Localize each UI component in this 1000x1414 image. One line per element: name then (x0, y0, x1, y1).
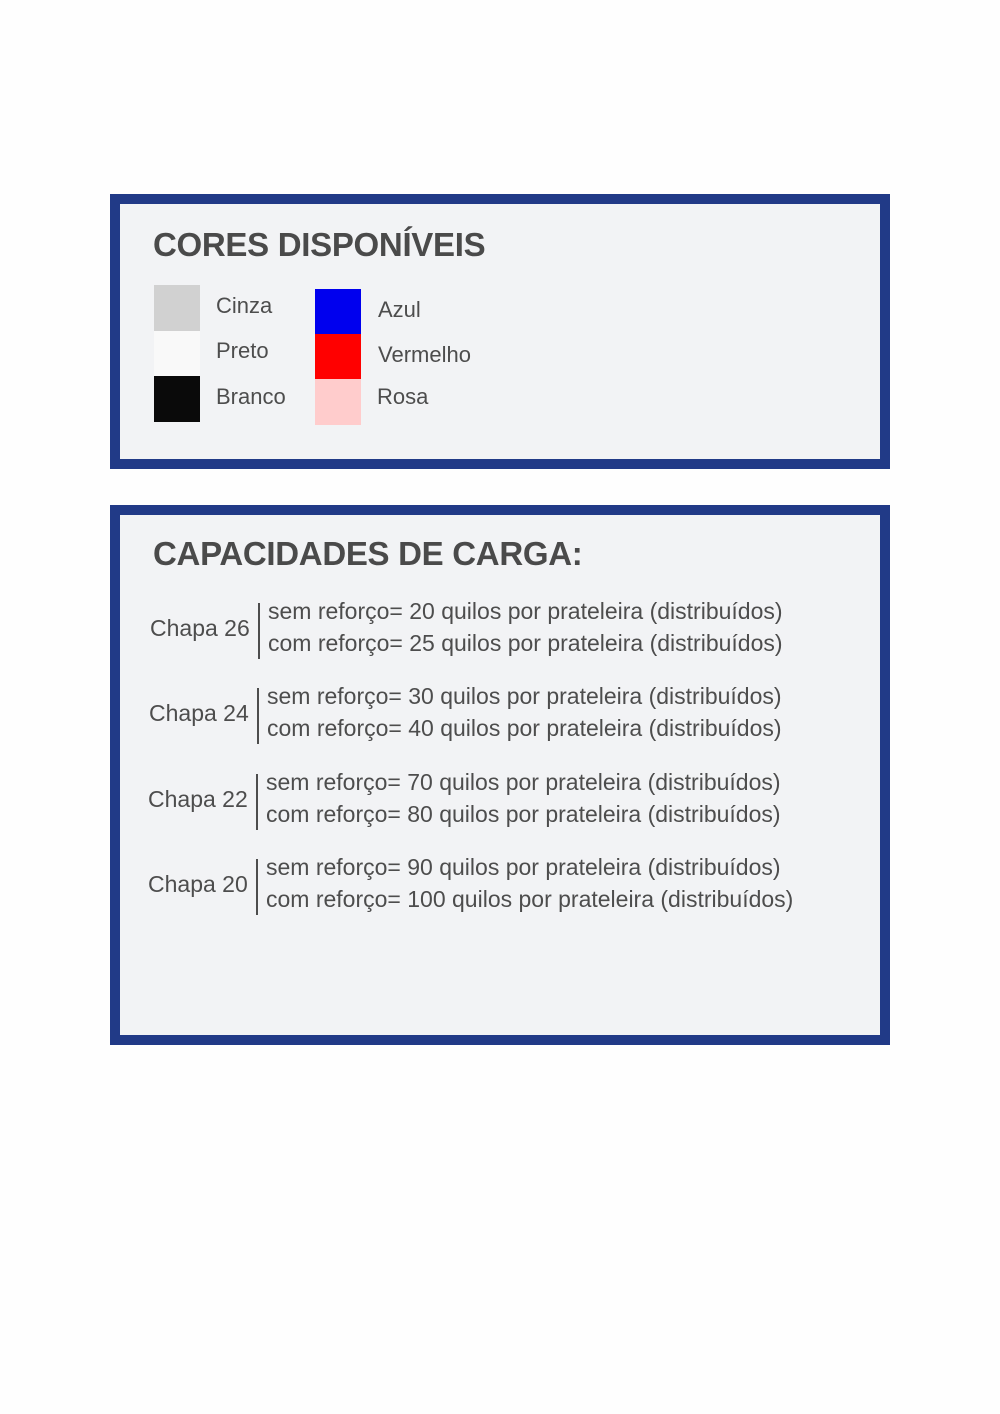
capacity-without-reinforcement: sem reforço= 70 quilos por prateleira (distribuídos) (266, 769, 781, 795)
swatch-vermelho (315, 334, 361, 380)
swatch-preto (154, 331, 200, 377)
capacity-row (149, 683, 849, 744)
swatch-branco (154, 376, 200, 422)
bracket-divider (256, 774, 258, 830)
capacity-with-reinforcement: com reforço= 40 quilos por prateleira (distribuídos) (267, 715, 782, 741)
capacity-with-reinforcement: com reforço= 80 quilos por prateleira (distribuídos) (266, 801, 781, 827)
capacity-with-reinforcement: com reforço= 100 quilos por prateleira (distribuídos) (266, 886, 794, 912)
capacity-panel (110, 505, 890, 1045)
bracket-divider (258, 603, 260, 659)
sheet-name: Chapa 24 (149, 700, 249, 726)
capacity-without-reinforcement: sem reforço= 20 quilos por prateleira (distribuídos) (268, 598, 783, 624)
capacity-without-reinforcement: sem reforço= 30 quilos por prateleira (distribuídos) (267, 683, 782, 709)
color-label-preto: Preto (216, 338, 269, 363)
color-label-rosa: Rosa (377, 384, 429, 409)
capacity-title: CAPACIDADES DE CARGA: (153, 535, 583, 572)
capacity-row (148, 854, 848, 915)
colors-panel (110, 194, 890, 469)
color-label-cinza: Cinza (216, 293, 273, 318)
colors-title: CORES DISPONÍVEIS (153, 226, 486, 263)
sheet-name: Chapa 22 (148, 786, 248, 812)
capacity-without-reinforcement: sem reforço= 90 quilos por prateleira (distribuídos) (266, 854, 781, 880)
swatch-azul (315, 289, 361, 335)
swatch-rosa (315, 379, 361, 425)
capacity-with-reinforcement: com reforço= 25 quilos por prateleira (distribuídos) (268, 630, 783, 656)
capacity-row (150, 598, 850, 659)
bracket-divider (257, 688, 259, 744)
color-label-branco: Branco (216, 384, 286, 409)
sheet-name: Chapa 26 (150, 615, 250, 641)
sheet-name: Chapa 20 (148, 871, 248, 897)
color-label-vermelho: Vermelho (378, 342, 471, 367)
color-label-azul: Azul (378, 297, 421, 322)
bracket-divider (256, 859, 258, 915)
capacity-row (148, 769, 848, 830)
swatch-cinza (154, 285, 200, 331)
